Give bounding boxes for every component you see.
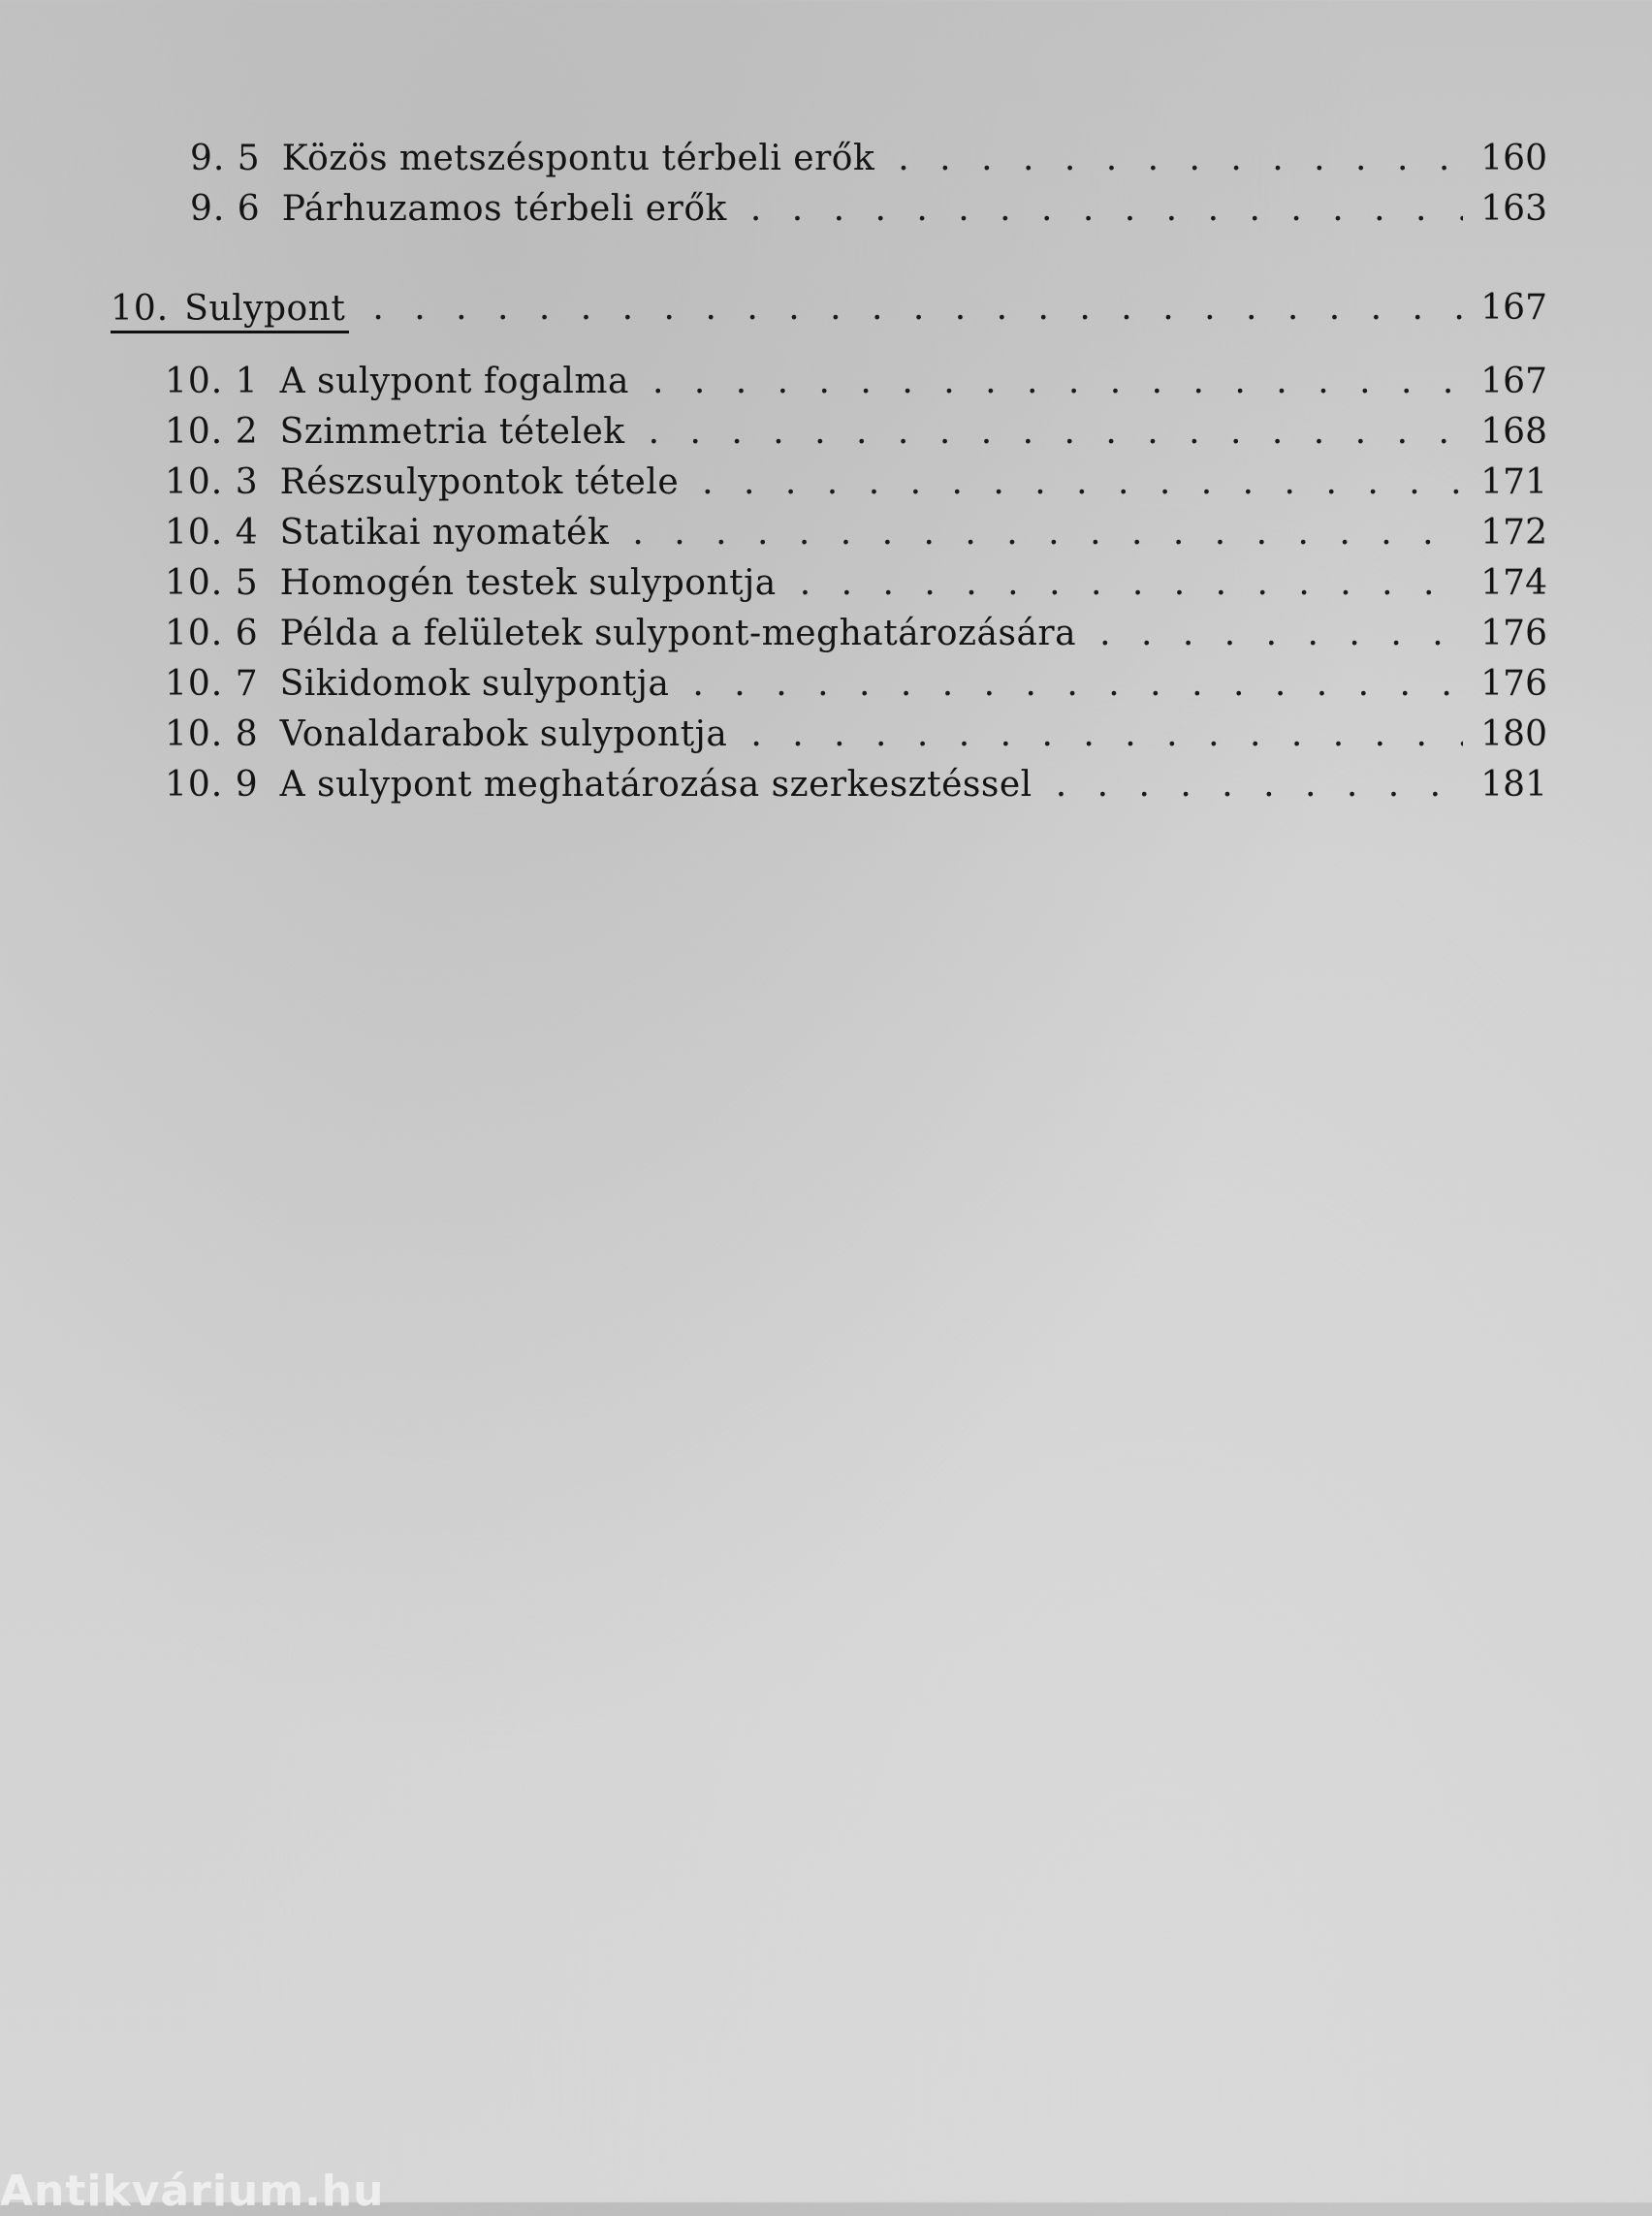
entry-page: 174 (1480, 563, 1547, 603)
dot-leader (632, 508, 1463, 558)
toc-entry (165, 407, 1547, 458)
dot-leader (702, 458, 1463, 508)
dot-leader (649, 407, 1464, 458)
toc-entry (165, 357, 1547, 407)
entry-page: 172 (1480, 513, 1547, 553)
chapter-number: 10. (111, 289, 170, 329)
entry-number: 10. 4 (165, 513, 259, 553)
dot-leader (372, 283, 1463, 333)
dot-leader (898, 134, 1463, 184)
entry-number: 10. 3 (165, 462, 259, 502)
entry-page: 180 (1480, 714, 1547, 754)
chapter-title: Sulypont (184, 289, 346, 329)
entry-page: 181 (1480, 765, 1547, 805)
toc-entry (165, 659, 1547, 710)
entry-number: 10. 1 (165, 362, 259, 401)
entry-number: 9. 6 (190, 189, 261, 229)
entry-number: 10. 2 (165, 412, 259, 452)
entry-number: 10. 6 (165, 614, 259, 653)
entry-page: 167 (1480, 362, 1547, 401)
dot-leader (1099, 609, 1463, 659)
entry-number: 10. 9 (165, 765, 259, 805)
dot-leader (750, 184, 1463, 235)
entry-number: 9. 5 (190, 139, 261, 178)
toc-entry (165, 508, 1547, 558)
entry-number: 10. 5 (165, 563, 259, 603)
dot-leader (652, 357, 1463, 407)
toc-entry (190, 134, 1547, 184)
entry-number: 10. 7 (165, 664, 259, 704)
entry-page: 176 (1480, 664, 1547, 704)
dot-leader (692, 659, 1463, 710)
toc-entry (190, 184, 1547, 235)
entry-number: 10. 8 (165, 714, 259, 754)
entry-title: Példa a felületek sulypont-meghatározására (279, 614, 1077, 653)
entry-title: Párhuzamos térbeli erők (281, 189, 727, 229)
toc-chapter-entry (111, 283, 1547, 333)
entry-title: Szimmetria tételek (279, 412, 625, 452)
toc-entry (165, 558, 1547, 609)
dot-leader (1056, 760, 1464, 810)
entry-page: 163 (1480, 189, 1547, 229)
entry-title: Homogén testek sulypontja (279, 563, 777, 603)
entry-title: Részsulypontok tétele (279, 462, 680, 502)
watermark: Antikvárium.hu (0, 2167, 385, 2216)
dot-leader (750, 710, 1463, 760)
entry-title: Vonaldarabok sulypontja (279, 714, 728, 754)
toc-entry (165, 710, 1547, 760)
entry-title: Közös metszéspontu térbeli erők (281, 139, 875, 178)
entry-page: 171 (1480, 462, 1547, 502)
entry-page: 168 (1480, 412, 1547, 452)
toc-entry (165, 609, 1547, 659)
entry-page: 160 (1480, 139, 1547, 178)
entry-title: Sikidomok sulypontja (279, 664, 670, 704)
entry-title: Statikai nyomaték (279, 513, 610, 553)
dot-leader (800, 558, 1464, 609)
toc-entry (165, 458, 1547, 508)
chapter-heading (111, 288, 349, 333)
entry-page: 176 (1480, 614, 1547, 653)
entry-page: 167 (1480, 288, 1547, 328)
toc-entry (165, 760, 1547, 810)
entry-title: A sulypont meghatározása szerkesztéssel (279, 765, 1032, 805)
entry-title: A sulypont fogalma (279, 362, 629, 401)
